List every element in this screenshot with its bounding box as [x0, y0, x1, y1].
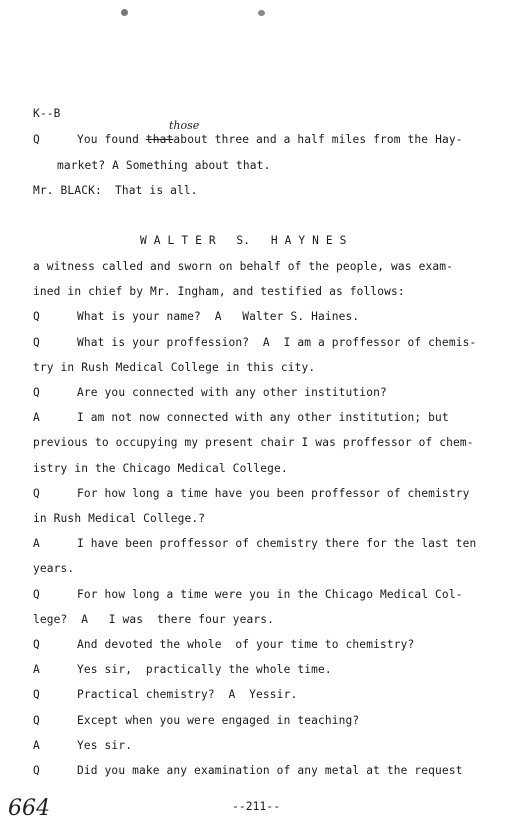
line-text: I am not now connected with any other institution; but — [77, 411, 449, 424]
transcript-line — [33, 361, 483, 375]
line-lead: Q — [33, 133, 40, 146]
transcript-line — [33, 512, 483, 526]
line-text: What is your proffession? A I am a proffessor of chemis- — [77, 336, 477, 349]
transcript-line — [33, 688, 483, 702]
transcript-line — [33, 462, 483, 476]
transcript-line — [33, 310, 483, 324]
transcript-line — [33, 613, 483, 627]
transcript-line — [33, 714, 483, 728]
transcript-line — [33, 436, 483, 450]
line-text: ined in chief by Mr. Ingham, and testified as follows: — [33, 285, 405, 298]
line-text: You found — [77, 133, 139, 146]
line-text: try in Rush Medical College in this city. — [33, 361, 316, 374]
transcript-line — [33, 133, 483, 147]
line-lead: Mr. BLACK: — [33, 184, 102, 197]
transcript-line — [33, 487, 483, 501]
transcript-line — [33, 386, 483, 400]
line-lead: Q — [33, 386, 40, 399]
punch-mark — [258, 10, 265, 16]
transcript-line — [33, 260, 483, 274]
line-text: That is all. — [115, 184, 198, 197]
line-lead: Q — [33, 310, 40, 323]
punch-mark — [121, 9, 128, 16]
page-number: --211-- — [232, 800, 281, 813]
handwritten-insertion: those — [169, 119, 200, 132]
transcript-line — [33, 285, 483, 299]
line-text-rest: about three and a half miles from the Hay- — [173, 133, 463, 146]
line-text: in Rush Medical College.? — [33, 512, 206, 525]
line-lead: A — [33, 537, 40, 550]
transcript-line — [33, 537, 483, 551]
line-text: a witness called and sworn on behalf of the people, was exam- — [33, 260, 454, 273]
line-lead: Q — [33, 487, 40, 500]
line-text: market? A Something about that. — [57, 159, 271, 172]
transcript-line — [33, 588, 483, 602]
transcript-line — [33, 184, 483, 198]
witness-heading: W A L T E R S. H A Y N E S — [140, 234, 347, 247]
line-lead: Q — [33, 714, 40, 727]
struck-word: that — [145, 133, 174, 146]
transcript-line — [33, 159, 483, 173]
line-text: lege? A I was there four years. — [33, 613, 274, 626]
line-lead: Q — [33, 588, 40, 601]
line-lead: Q — [33, 638, 40, 651]
line-text: I have been proffessor of chemistry there for the last ten — [77, 537, 477, 550]
line-text: And devoted the whole of your time to chemistry? — [77, 638, 415, 651]
line-lead: Q — [33, 764, 40, 777]
transcript-line — [33, 638, 483, 652]
line-text: previous to occupying my present chair I was proffessor of chem- — [33, 436, 474, 449]
transcript-line — [33, 663, 483, 677]
line-text: What is your name? A Walter S. Haines. — [77, 310, 360, 323]
line-lead: Q — [33, 688, 40, 701]
transcript-line — [33, 764, 483, 778]
line-text: Practical chemistry? A Yessir. — [77, 688, 298, 701]
transcript-line — [33, 411, 483, 425]
line-text: years. — [33, 562, 75, 575]
line-lead: A — [33, 739, 40, 752]
line-text: Did you make any examination of any metal at the request — [77, 764, 463, 777]
line-text: Yes sir. — [77, 739, 133, 752]
handwritten-page-number: 664 — [8, 796, 50, 821]
line-text: Yes sir, practically the whole time. — [77, 663, 332, 676]
line-lead: A — [33, 411, 40, 424]
line-text: istry in the Chicago Medical College. — [33, 462, 288, 475]
line-lead: Q — [33, 336, 40, 349]
header-ref: K--B — [33, 107, 61, 120]
line-text: Except when you were engaged in teaching? — [77, 714, 360, 727]
transcript-line — [33, 739, 483, 753]
transcript-line — [33, 336, 483, 350]
line-text: Are you connected with any other institution? — [77, 386, 387, 399]
line-text: For how long a time have you been proffessor of chemistry — [77, 487, 470, 500]
line-text: For how long a time were you in the Chicago Medical Col- — [77, 588, 463, 601]
transcript-line — [33, 562, 483, 576]
line-lead: A — [33, 663, 40, 676]
